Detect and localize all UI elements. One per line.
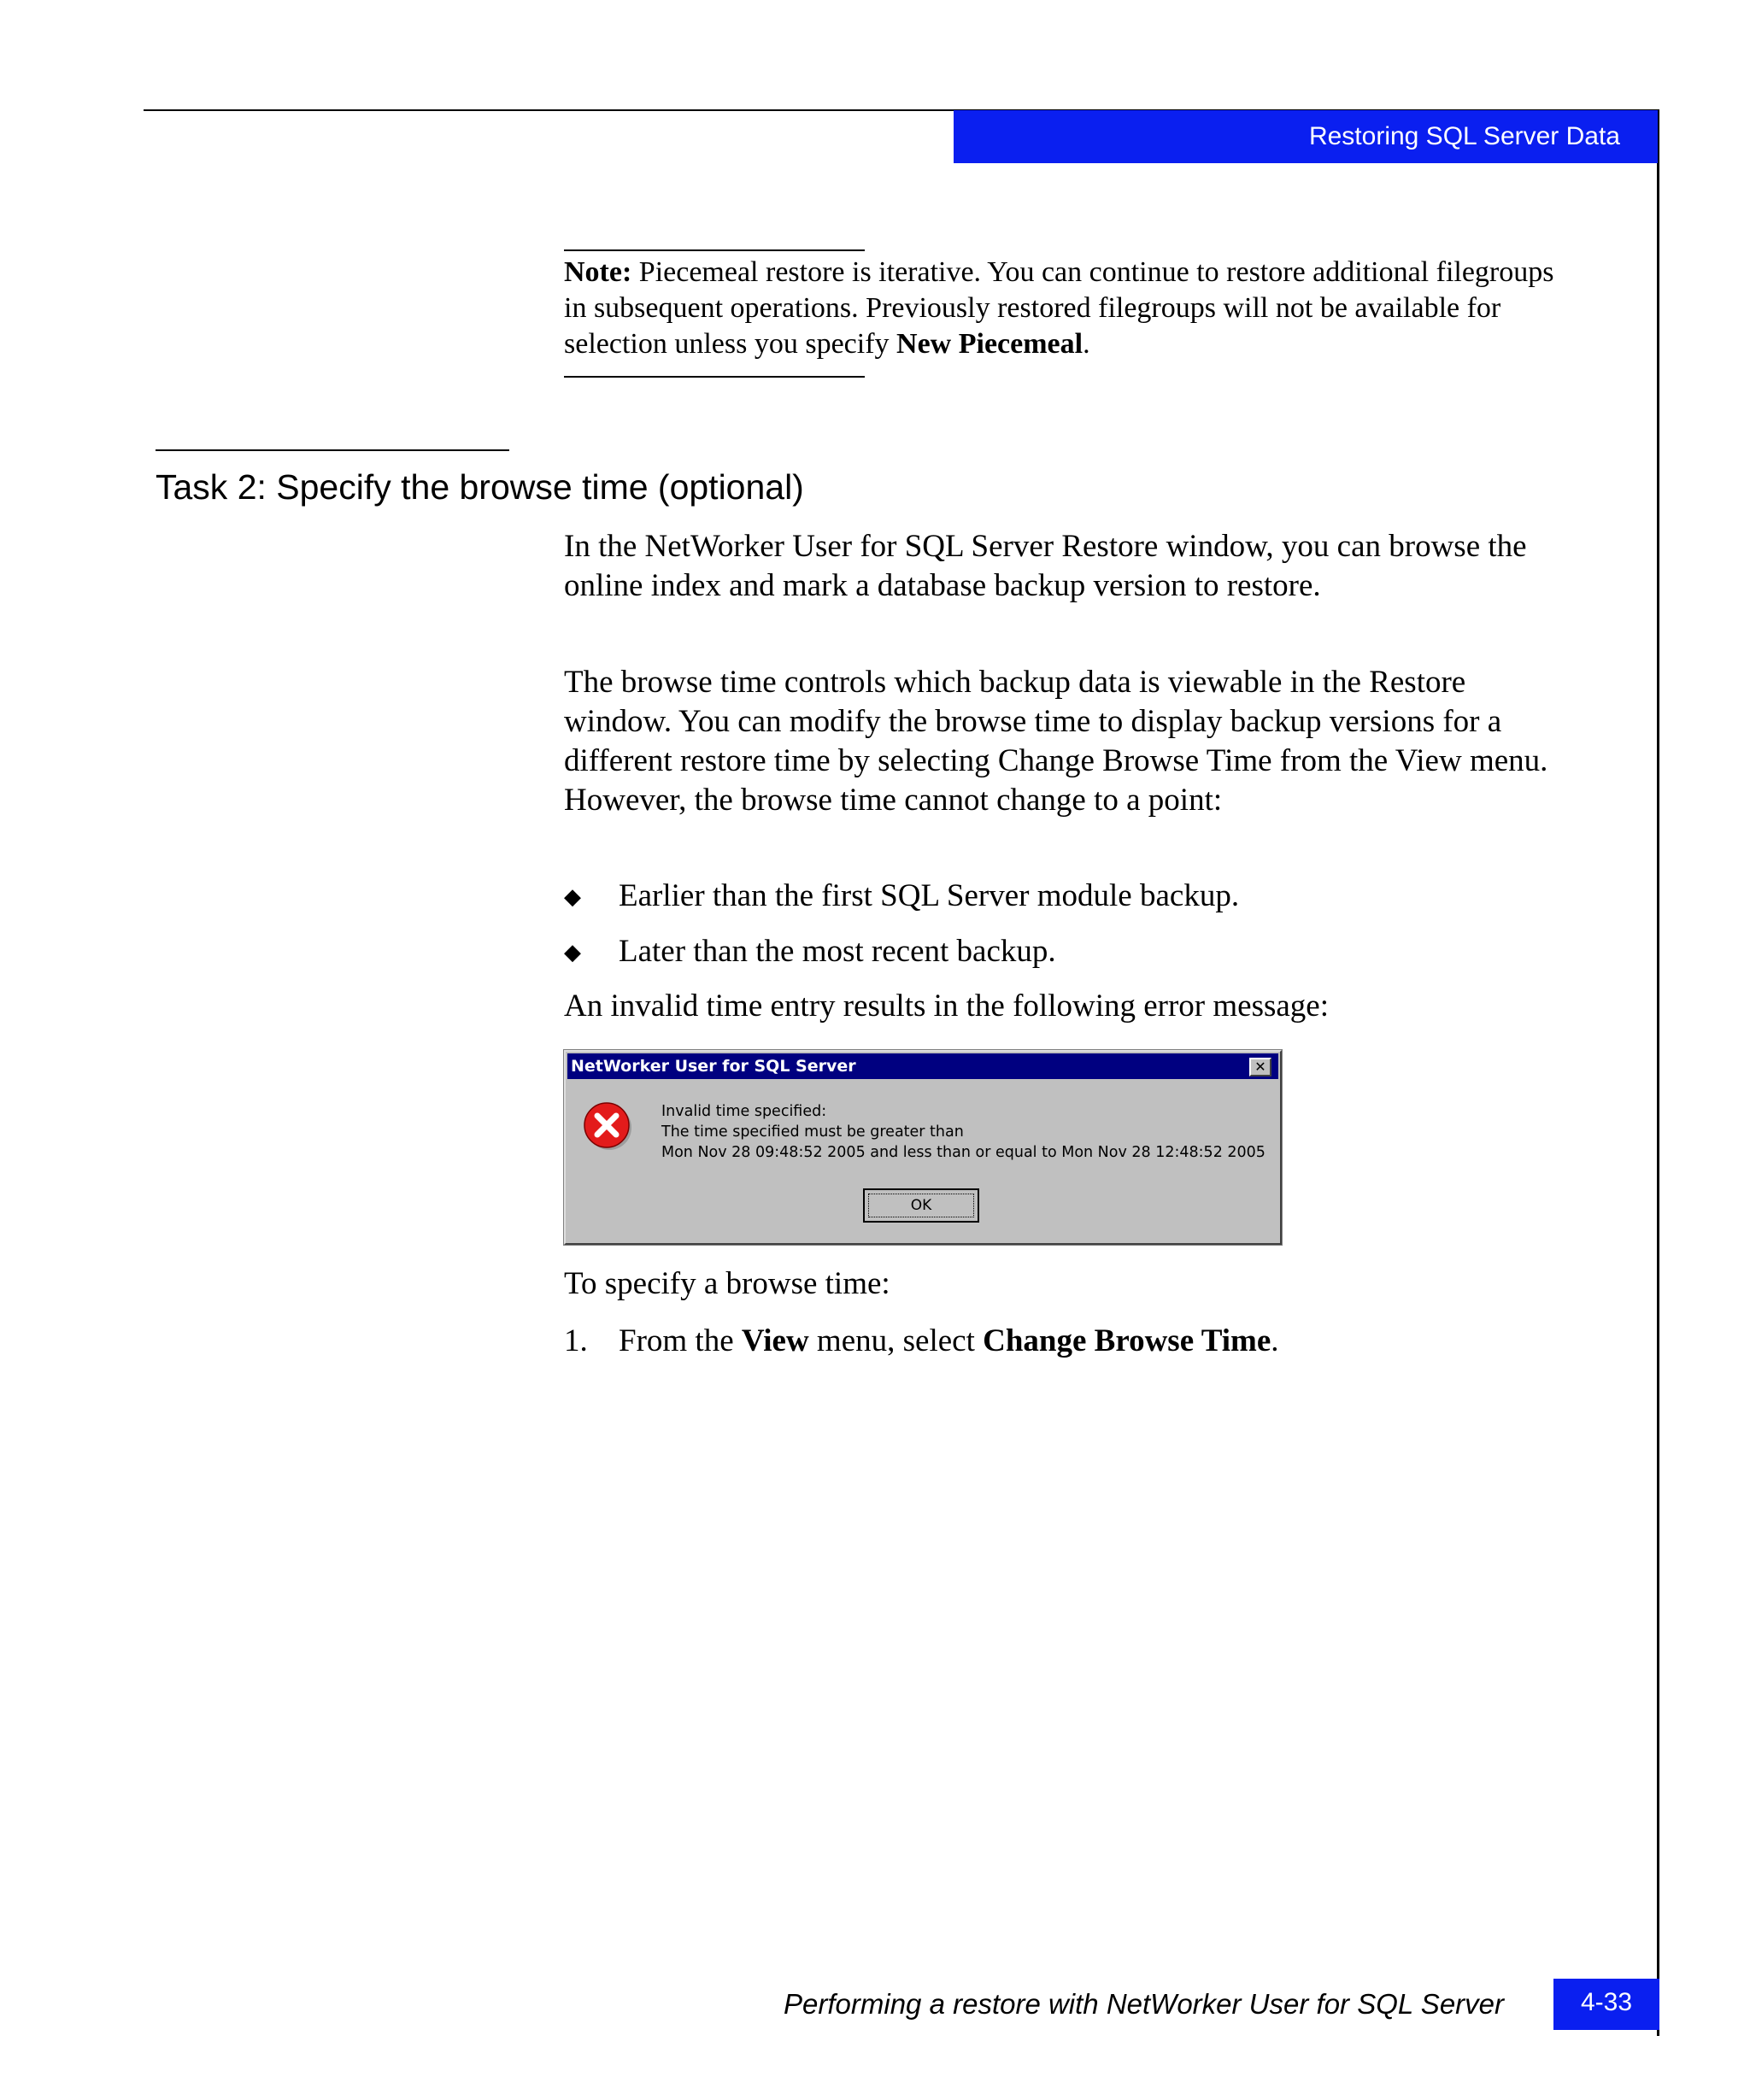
bullet-diamond-icon: ◆	[564, 940, 581, 965]
error-dialog	[564, 1050, 1282, 1245]
list-item: ◆ Later than the most recent backup.	[564, 932, 1056, 972]
procedure-step: 1. From the View menu, select Change Browse Time.	[564, 1322, 1279, 1361]
dialog-message: Invalid time specified: The time specified must be greater than Mon Nov 28 09:48:52 2005 and less than or equal to Mon Nov 28 12:48:52 2005	[661, 1103, 1266, 1161]
footer-title: Performing a restore with NetWorker User for SQL Server	[784, 1988, 1504, 2020]
section-heading: Task 2: Specify the browse time (optional)	[156, 467, 804, 507]
dialog-title: NetWorker User for SQL Server	[571, 1057, 856, 1076]
heading-rule	[156, 449, 509, 451]
note-bottom-rule	[564, 376, 865, 378]
step-number: 1.	[564, 1323, 588, 1358]
note-label: Note:	[564, 256, 632, 288]
close-icon[interactable]: ✕	[1249, 1058, 1271, 1076]
page-edge-rule	[1657, 109, 1659, 2036]
paragraph-intro: In the NetWorker User for SQL Server Restore window, you can browse the online index and mark a database backup version to restore.	[564, 529, 1527, 603]
paragraph-procedure-intro: To specify a browse time:	[564, 1266, 890, 1301]
paragraph-browse-time: The browse time controls which backup data is viewable in the Restore window. You can modify the browse time to display backup versions for a different restore time by selecting Change Browse Time from the View menu. However, the browse time cannot change to a point:	[564, 665, 1548, 818]
page-number: 4-33	[1553, 1979, 1659, 2030]
note-top-rule	[564, 249, 865, 251]
note-text: Piecemeal restore is iterative. You can continue to restore additional filegroups in subsequent operations. Previously restored filegroups will not be available for selection unless you specify	[564, 256, 1554, 360]
ok-button[interactable]: OK	[863, 1188, 979, 1223]
note-block: Note: Piecemeal restore is iterative. You can continue to restore additional filegroups in subsequent operations. Previously restored filegroups will not be available for selection unless you specify New Piecemeal.	[564, 256, 1554, 360]
section-header-tab: Restoring SQL Server Data	[954, 110, 1658, 163]
error-icon	[581, 1100, 634, 1153]
paragraph-error-intro: An invalid time entry results in the following error message:	[564, 988, 1329, 1024]
note-bold-term: New Piecemeal	[896, 328, 1083, 360]
dialog-titlebar	[567, 1053, 1278, 1079]
list-item: ◆ Earlier than the first SQL Server module backup.	[564, 877, 1239, 917]
bullet-diamond-icon: ◆	[564, 884, 581, 909]
